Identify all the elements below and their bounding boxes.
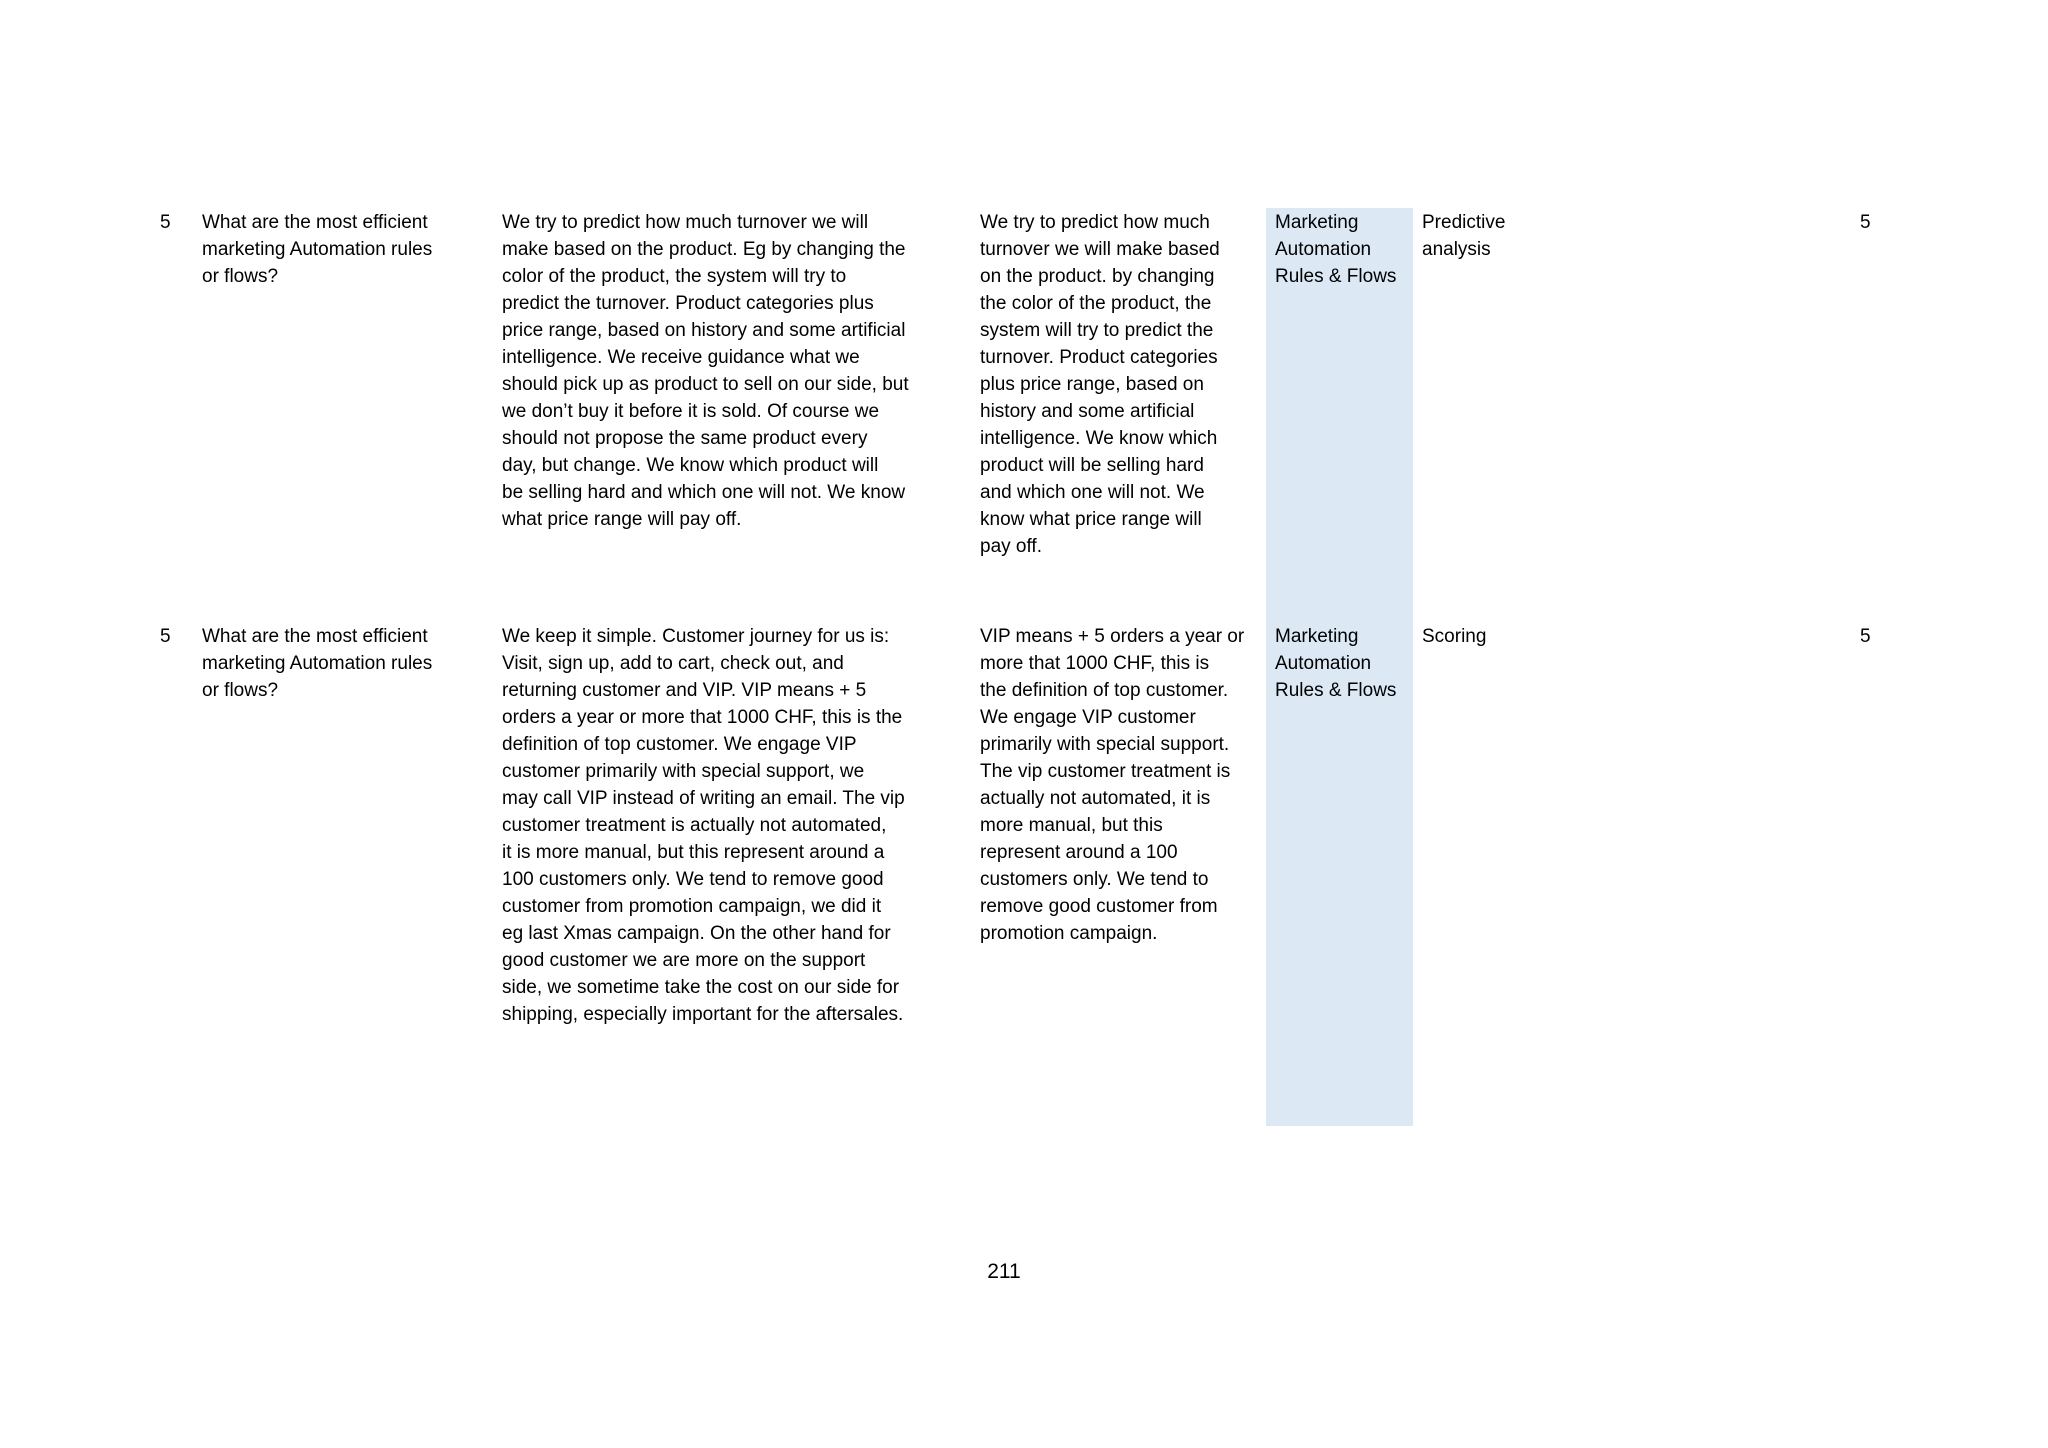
answer-text: We try to predict how much turnover we will make based on the product. Eg by changing the color of the product, the system will try to predict the turnover. Product categories plus price range, based on history and some artificial intelligence. We receive guidance what we should pick up as product to sell on our side, but we don’t buy it before it is sold. Of course we should not propose the same product every day, but change. We know which product will be selling hard and which one will not. We know what price range will pay off.	[502, 212, 909, 530]
score-text: 5	[1860, 212, 1871, 233]
category-text: Marketing Automation Rules & Flows	[1275, 626, 1397, 701]
row-number: 5	[160, 626, 171, 647]
question-text: What are the most efficient marketing Automation rules or flows?	[202, 212, 433, 287]
answer-text: We keep it simple. Customer journey for us is: Visit, sign up, add to cart, check out, and returning customer and VIP. VIP means + 5 orders a year or more that 1000 CHF, this is the definition of top customer. We engage VIP customer primarily with special support, we may call VIP instead of writing an email. The vip customer treatment is actually not automated, it is more manual, but this represent around a 100 customers only. We tend to remove good customer from promotion campaign, we did it eg last Xmas campaign. On the other hand for good customer we are more on the support side, we sometime take the cost on our side for shipping, especially important for the aftersales.	[502, 626, 905, 1025]
code-text: Scoring	[1422, 626, 1487, 647]
score-text: 5	[1860, 626, 1871, 647]
code-text: Predictive analysis	[1422, 212, 1506, 260]
category-text: Marketing Automation Rules & Flows	[1275, 212, 1397, 287]
row-number: 5	[160, 212, 171, 233]
summary-text: We try to predict how much turnover we will make based on the product. by changing the color of the product, the system will try to predict the turnover. Product categories plus price range, based on history and some artificial intelligence. We know which product will be selling hard and which one will not. We know what price range will pay off.	[980, 212, 1220, 557]
summary-text: VIP means + 5 orders a year or more that 1000 CHF, this is the definition of top customer. We engage VIP customer primarily with special support. The vip customer treatment is actually not automated, it is more manual, but this represent around a 100 customers only. We tend to remove good customer from promotion campaign.	[980, 626, 1245, 944]
question-text: What are the most efficient marketing Automation rules or flows?	[202, 626, 433, 701]
page-number: 211	[987, 1260, 1021, 1283]
